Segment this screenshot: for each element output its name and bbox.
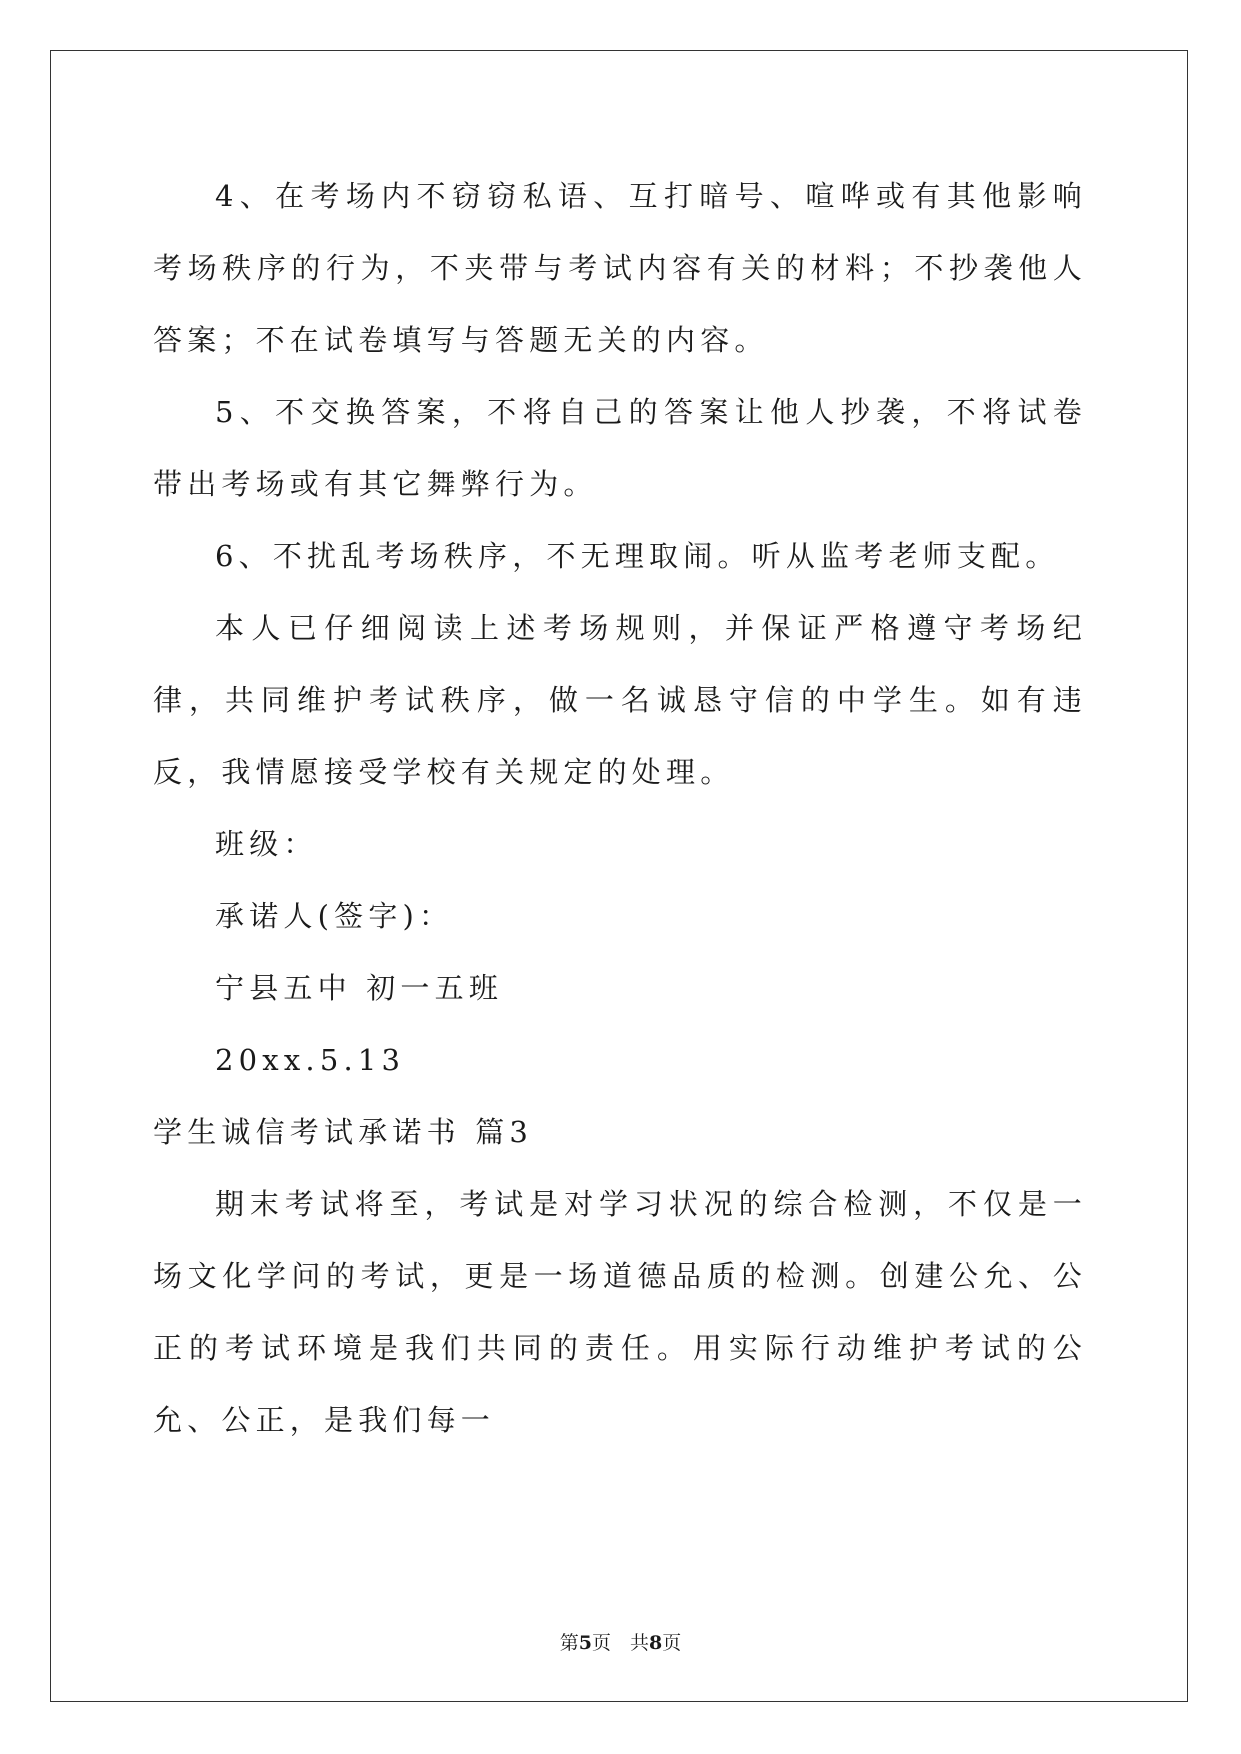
- class-label: 班级：: [215, 827, 318, 861]
- footer-prefix: 第: [559, 1632, 579, 1654]
- footer-total-pages: 8: [649, 1632, 663, 1654]
- signature-label: 承诺人(签字)：: [215, 899, 454, 933]
- page-footer: [0, 1628, 1241, 1655]
- document-body: [153, 160, 1087, 1456]
- date: 20xx.5.13: [215, 1043, 406, 1077]
- footer-suffix: 页: [662, 1632, 682, 1654]
- paragraph-intro: 期末考试将至，考试是对学习状况的综合检测，不仅是一场文化学问的考试，更是一场道德品质的检测。创建公允、公正的考试环境是我们共同的责任。用实际行动维护考试的公允、公正，是我们每一: [153, 1187, 1087, 1437]
- footer-mid: 页 共: [591, 1632, 649, 1654]
- paragraph-rule-4: 4、在考场内不窃窃私语、互打暗号、喧哗或有其他影响考场秩序的行为，不夹带与考试内容有关的材料；不抄袭他人答案；不在试卷填写与答题无关的内容。: [153, 179, 1087, 357]
- paragraph-pledge: 本人已仔细阅读上述考场规则，并保证严格遵守考场纪律，共同维护考试秩序，做一名诚恳守信的中学生。如有违反，我情愿接受学校有关规定的处理。: [153, 611, 1087, 789]
- school-class: 宁县五中 初一五班: [215, 971, 504, 1005]
- paragraph-rule-6: 6、不扰乱考场秩序，不无理取闹。听从监考老师支配。: [215, 539, 1060, 573]
- footer-current-page: 5: [578, 1632, 592, 1654]
- section-title: 学生诚信考试承诺书 篇3: [153, 1115, 534, 1149]
- paragraph-rule-5: 5、不交换答案，不将自己的答案让他人抄袭，不将试卷带出考场或有其它舞弊行为。: [153, 395, 1087, 501]
